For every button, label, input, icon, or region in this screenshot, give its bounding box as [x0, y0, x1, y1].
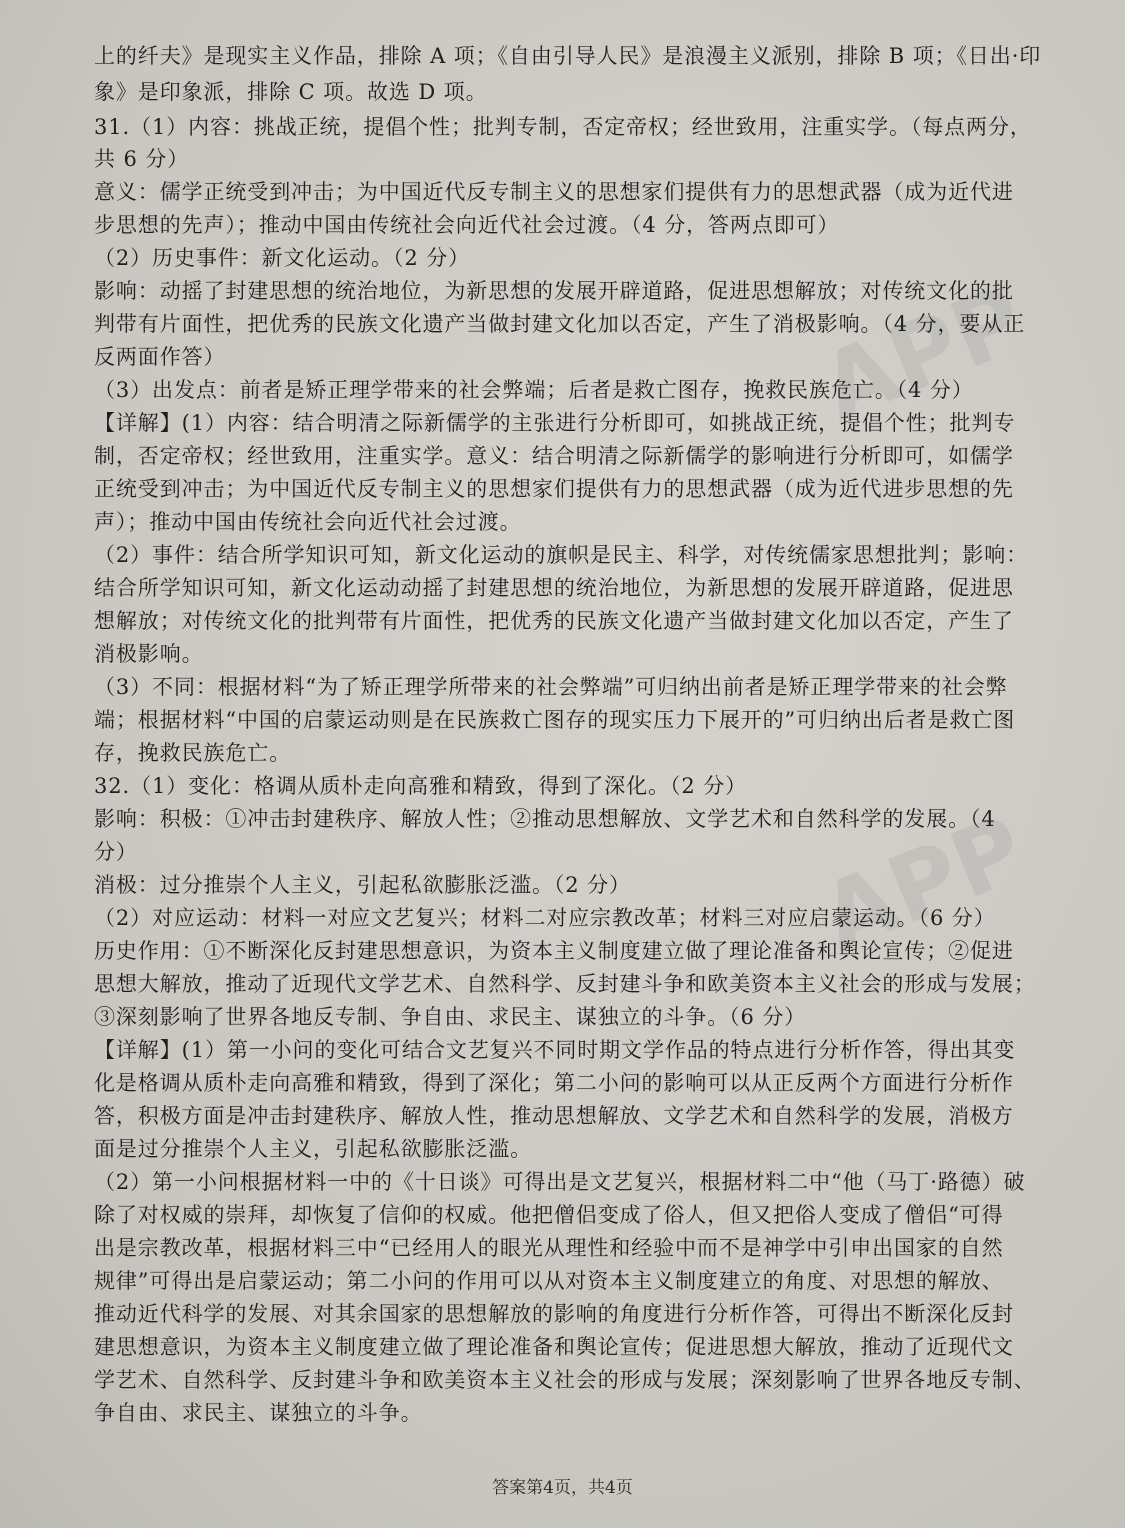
watermark-top: APP	[807, 265, 1039, 442]
text-line: 想解放；对传统文化的批判带有片面性，把优秀的民族文化遗产当做封建文化加以否定，产生了	[94, 609, 1014, 633]
text-line: 判带有片面性，把优秀的民族文化遗产当做封建文化加以否定，产生了消极影响。（4 分，要从正	[94, 312, 1026, 336]
text-line: 31.（1）内容：挑战正统，提倡个性；批判专制，否定帝权；经世致用，注重实学。（每点两分，	[94, 115, 1032, 139]
text-line: 化是格调从质朴走向高雅和精致，得到了深化；第二小问的影响可以从正反两个方面进行分析作	[94, 1071, 1014, 1095]
text-line: 争自由、求民主、谋独立的斗争。	[94, 1401, 423, 1425]
text-line: 影响：动摇了封建思想的统治地位，为新思想的发展开辟道路，促进思想解放；对传统文化的批	[94, 279, 1014, 303]
text-line: 端；根据材料“中国的启蒙运动则是在民族救亡图存的现实压力下展开的”可归纳出后者是救亡图	[94, 708, 1016, 732]
text-line: 【详解】(1）第一小问的变化可结合文艺复兴不同时期文学作品的特点进行分析作答，得出其变	[94, 1038, 1016, 1062]
text-line: 思想大解放，推动了近现代文学艺术、自然科学、反封建斗争和欧美资本主义社会的形成与发展；	[94, 972, 1036, 996]
text-line: （3）出发点：前者是矫正理学带来的社会弊端；后者是救亡图存，挽救民族危亡。（4 分）	[94, 378, 974, 402]
text-line: （3）不同：根据材料“为了矫正理学所带来的社会弊端”可归纳出前者是矫正理学带来的社会弊	[94, 675, 1008, 699]
text-line: 正统受到冲击；为中国近代反专制主义的思想家们提供有力的思想武器（成为近代进步思想的先	[94, 477, 1014, 501]
text-line: 存，挽救民族危亡。	[94, 741, 292, 765]
text-line: 面是过分推崇个人主义，引起私欲膨胀泛滥。	[94, 1137, 532, 1161]
text-line: （2）历史事件：新文化运动。（2 分）	[94, 246, 470, 270]
text-line: 学艺术、自然科学、反封建斗争和欧美资本主义社会的形成与发展；深刻影响了世界各地反专制、	[94, 1368, 1036, 1392]
text-line: 答，积极方面是冲击封建秩序、解放人性，推动思想解放、文学艺术和自然科学的发展，消极方	[94, 1104, 1014, 1128]
text-line: （2）事件：结合所学知识可知，新文化运动的旗帜是民主、科学，对传统儒家思想批判；影响：	[94, 543, 1029, 567]
text-line: 消极影响。	[94, 642, 204, 666]
text-line: 出是宗教改革，根据材料三中“已经用人的眼光从理性和经验中而不是神学中引申出国家的自然	[94, 1236, 1004, 1260]
text-line: 规律”可得出是启蒙运动；第二小问的作用可以从对资本主义制度建立的角度、对思想的解放、	[94, 1269, 1004, 1293]
text-line: 声）；推动中国由传统社会向近代社会过渡。	[94, 510, 522, 534]
text-line: （2）第一小问根据材料一中的《十日谈》可得出是文艺复兴，根据材料二中“他（马丁·路德）破	[94, 1170, 1026, 1194]
text-line: （2）对应运动：材料一对应文艺复兴；材料二对应宗教改革；材料三对应启蒙运动。（6 分）	[94, 906, 996, 930]
text-line: 除了对权威的崇拜，却恢复了信仰的权威。他把僧侣变成了俗人，但又把俗人变成了僧侣“可得	[94, 1203, 1004, 1227]
text-line: 推动近代科学的发展、对其余国家的思想解放的影响的角度进行分析作答，可得出不断深化反封	[94, 1302, 1014, 1326]
text-line: 结合所学知识可知，新文化运动动摇了封建思想的统治地位，为新思想的发展开辟道路，促进思	[94, 576, 1014, 600]
text-line: 制，否定帝权；经世致用，注重实学。意义：结合明清之际新儒学的影响进行分析即可，如儒学	[94, 444, 1014, 468]
text-line: 影响：积极：①冲击封建秩序、解放人性；②推动思想解放、文学艺术和自然科学的发展。（4	[94, 807, 996, 831]
text-line: 共 6 分）	[94, 147, 190, 171]
text-line: ③深刻影响了世界各地反专制、争自由、求民主、谋独立的斗争。（6 分）	[94, 1005, 807, 1029]
page-footer: 答案第4页，共4页	[492, 1478, 633, 1498]
text-line: 消极：过分推崇个人主义，引起私欲膨胀泛滥。（2 分）	[94, 873, 631, 897]
text-line: 上的纤夫》是现实主义作品，排除 A 项；《自由引导人民》是浪漫主义派别，排除 B 项；《日出·印	[94, 44, 1042, 68]
text-line: 历史作用：①不断深化反封建思想意识，为资本主义制度建立做了理论准备和舆论宣传；②促进	[94, 939, 1014, 963]
text-line: 意义：儒学正统受到冲击；为中国近代反专制主义的思想家们提供有力的思想武器（成为近代进	[94, 180, 1014, 204]
text-line: 【详解】(1）内容：结合明清之际新儒学的主张进行分析即可，如挑战正统，提倡个性；批判专	[94, 411, 1016, 435]
text-line: 建思想意识，为资本主义制度建立做了理论准备和舆论宣传；促进思想大解放，推动了近现代文	[94, 1335, 1014, 1359]
text-line: 分）	[94, 840, 138, 864]
text-line: 象》是印象派，排除 C 项。故选 D 项。	[94, 80, 488, 104]
watermark-bottom: APP	[807, 795, 1039, 972]
text-line: 32.（1）变化：格调从质朴走向高雅和精致，得到了深化。（2 分）	[94, 774, 747, 798]
text-line: 步思想的先声）；推动中国由传统社会向近代社会过渡。（4 分，答两点即可）	[94, 213, 840, 237]
text-line: 反两面作答）	[94, 345, 226, 369]
